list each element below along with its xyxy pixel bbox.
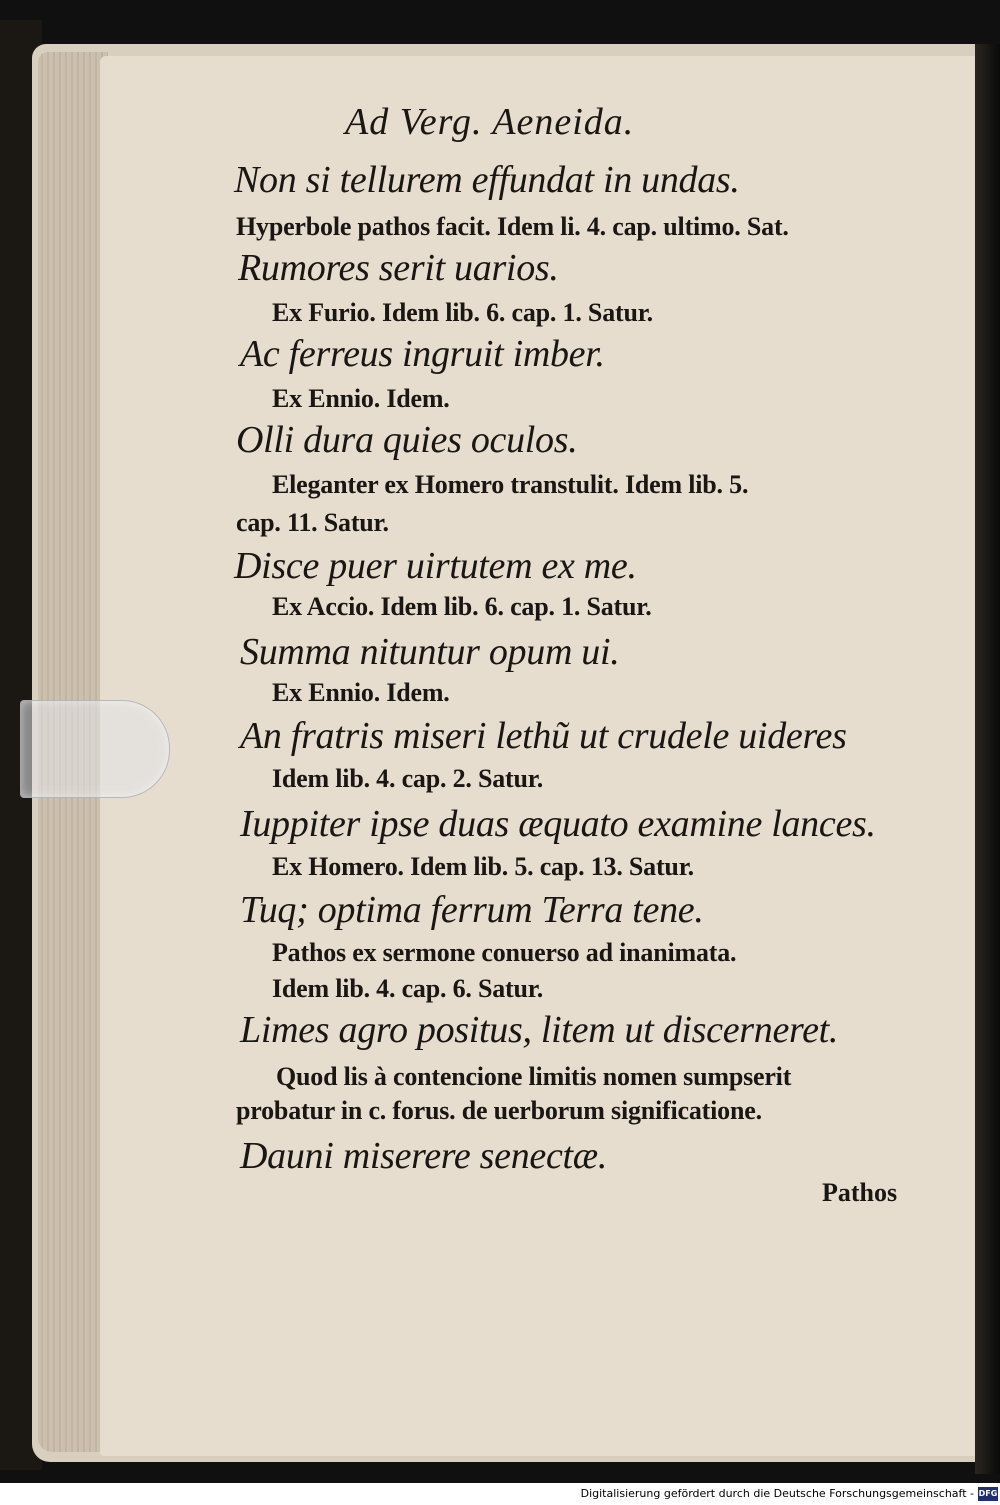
dfg-logo-icon: DFG [978,1487,998,1501]
note-line: Idem lib. 4. cap. 6. Satur. [272,974,544,1003]
funding-credit: Digitalisierung gefördert durch die Deutsche Forschungsgemeinschaft - [580,1487,974,1500]
note-line: Ex Accio. Idem lib. 6. cap. 1. Satur. [272,592,652,621]
note-line: Ex Ennio. Idem. [272,678,450,707]
verse-line: Dauni miserere senectæ. [240,1135,608,1177]
note-line: Pathos ex sermone conuerso ad inanimata. [272,938,737,967]
note-line: Ex Homero. Idem lib. 5. cap. 13. Satur. [272,852,694,881]
plastic-page-clip [20,700,170,798]
note-line: cap. 11. Satur. [236,508,389,537]
book-gutter [975,44,1000,1474]
note-line: Idem lib. 4. cap. 2. Satur. [272,764,544,793]
verse-line: Tuq; optima ferrum Terra tene. [240,889,704,931]
note-line: probatur in c. forus. de uerborum significatione. [236,1096,762,1125]
note-line: Ex Furio. Idem lib. 6. cap. 1. Satur. [272,298,653,327]
running-head: Ad Verg. Aeneida. [345,101,635,143]
verse-line: Iuppiter ipse duas æquato examine lances. [240,803,876,845]
verse-line: An fratris miseri lethũ ut crudele uideres [240,715,847,757]
verse-line: Disce puer uirtutem ex me. [234,545,637,587]
note-line: Ex Ennio. Idem. [272,384,450,413]
verse-line: Limes agro positus, litem ut discerneret. [240,1009,839,1051]
note-line: Hyperbole pathos facit. Idem li. 4. cap. ultimo. Sat. [236,212,789,241]
verse-line: Rumores serit uarios. [238,247,559,289]
verse-line: Olli dura quies oculos. [236,419,578,461]
note-line: Eleganter ex Homero transtulit. Idem lib. 5. [272,470,749,499]
catchword: Pathos [822,1178,898,1207]
footer-bar [0,1483,1000,1505]
note-line: Quod lis à contencione limitis nomen sumpserit [276,1062,792,1091]
verse-line: Ac ferreus ingruit imber. [240,333,605,375]
verse-line: Summa nituntur opum ui. [240,631,620,673]
verse-line: Non si tellurem effundat in undas. [234,159,740,201]
